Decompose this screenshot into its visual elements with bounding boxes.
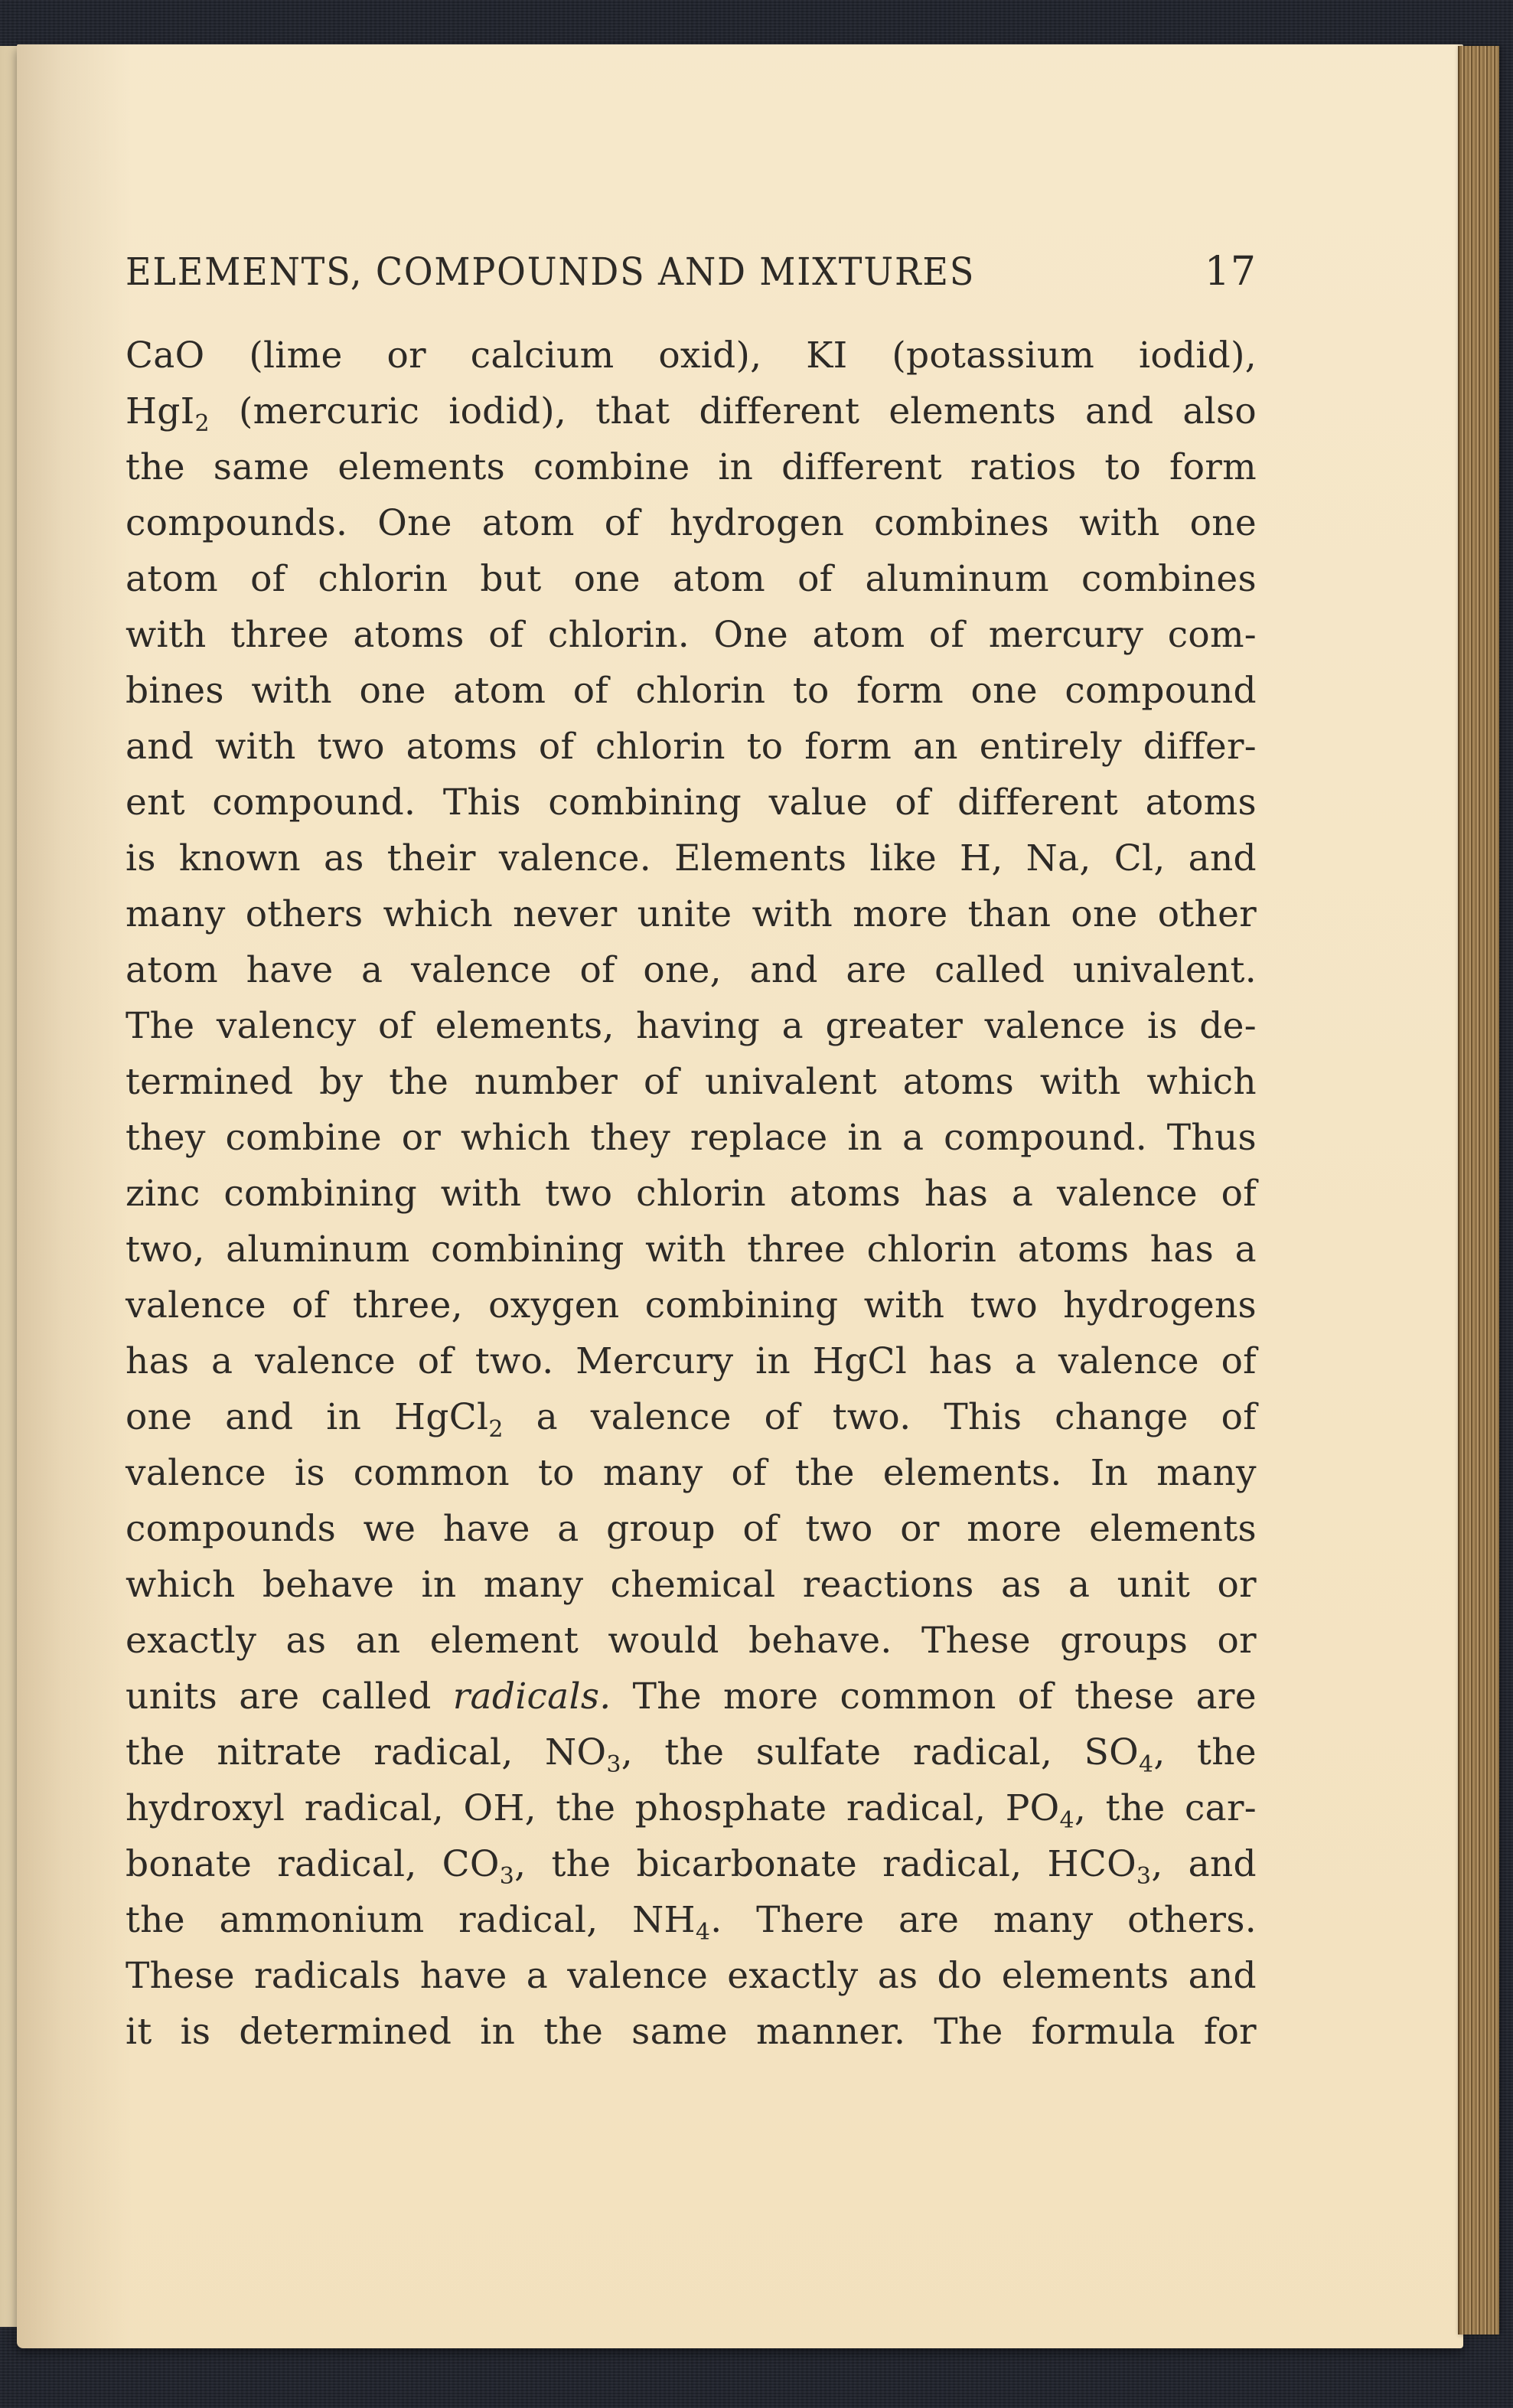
text-line: and with two atoms of chlorin to form an entirely differ- (126, 726, 1257, 768)
text-line: ent compound. This combining value of different atoms (126, 781, 1257, 824)
text-line: termined by the number of univalent atoms with which (126, 1061, 1257, 1103)
text-line: valence of three, oxygen combining with two hydrogens (126, 1284, 1257, 1326)
page-text-block (126, 243, 1257, 2060)
text-line: These radicals have a valence exactly as do elements and (126, 1955, 1257, 1997)
text-line: bonate radical, $CO_3$, the bicarbonate radical, $HCO_3$, and (126, 1843, 1257, 1890)
text-line: The valency of elements, having a greater valence is de- (126, 1005, 1257, 1047)
running-title: ELEMENTS, COMPOUNDS AND MIXTURES (126, 250, 976, 294)
text-line: hydroxyl radical, OH, the phosphate radical, $PO_4$, the car- (126, 1787, 1257, 1834)
gilt-page-edges (1458, 46, 1499, 2335)
text-line: many others which never unite with more than one other (126, 893, 1257, 935)
text-line: compounds we have a group of two or more elements (126, 1508, 1257, 1550)
text-line: it is determined in the same manner. The formula for (126, 2011, 1257, 2053)
text-line: which behave in many chemical reactions as a unit or (126, 1564, 1257, 1606)
text-line: HgI$_2$ (mercuric iodid), that different elements and also (126, 390, 1257, 437)
text-line: atom of chlorin but one atom of aluminum combines (126, 558, 1257, 600)
text-line: the same elements combine in different ratios to form (126, 446, 1257, 488)
page-number: 17 (1204, 249, 1257, 295)
text-line: valence is common to many of the elements. In many (126, 1452, 1257, 1494)
text-line: compounds. One atom of hydrogen combines with one (126, 502, 1257, 544)
body-text (126, 328, 1257, 2060)
text-line: zinc combining with two chlorin atoms has a valence of (126, 1173, 1257, 1215)
text-line: one and in HgCl$_2$ a valence of two. This change of (126, 1396, 1257, 1443)
text-line: the nitrate radical, $NO_3$, the sulfate radical, $SO_4$, the (126, 1731, 1257, 1778)
text-line: is known as their valence. Elements like H, Na, Cl, and (126, 837, 1257, 879)
text-line: CaO (lime or calcium oxid), KI (potassium iodid), (126, 334, 1257, 377)
text-line: atom have a valence of one, and are called univalent. (126, 949, 1257, 991)
text-line: has a valence of two. Mercury in HgCl has a valence of (126, 1340, 1257, 1382)
text-line: units are called radicals. The more common of these are (126, 1675, 1257, 1718)
text-line: exactly as an element would behave. These groups or (126, 1620, 1257, 1662)
text-line: with three atoms of chlorin. One atom of mercury com- (126, 614, 1257, 656)
text-line: the ammonium radical, $NH_4$. There are many others. (126, 1899, 1257, 1946)
text-line: two, aluminum combining with three chlorin atoms has a (126, 1228, 1257, 1271)
text-line: they combine or which they replace in a compound. Thus (126, 1117, 1257, 1159)
text-line: bines with one atom of chlorin to form one compound (126, 670, 1257, 712)
running-head (126, 243, 1257, 300)
